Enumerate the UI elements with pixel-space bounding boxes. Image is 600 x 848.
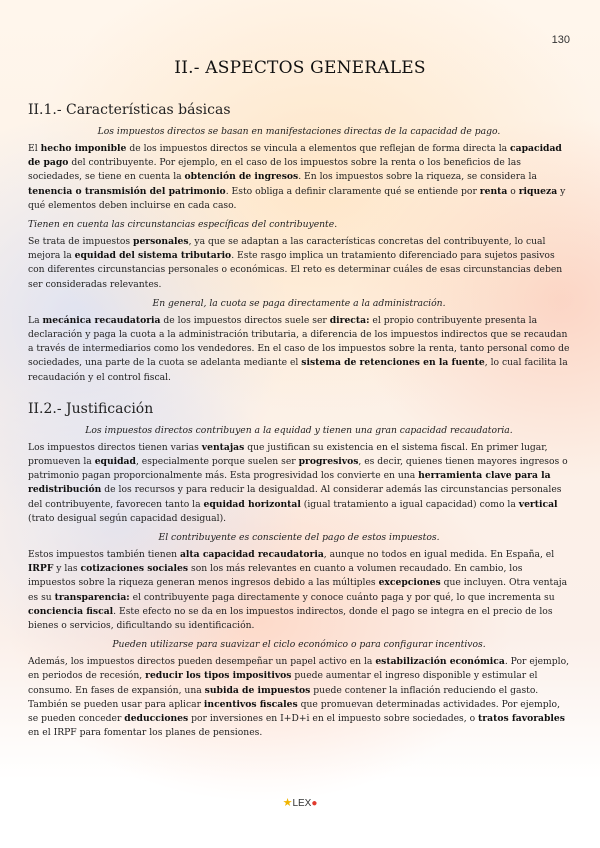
bold-term: directa:: [329, 314, 370, 326]
bold-term: subida de impuestos: [204, 684, 311, 696]
section1-lead-3: En general, la cuota se paga directamente a la administración.: [152, 297, 446, 309]
bold-term: equidad horizontal: [203, 498, 301, 510]
section1-paragraph-1: El hecho imponible de los impuestos directos se vincula a elementos que reflejan de forma directa la capacidad de pago del contribuyente. Por ejemplo, en el caso de los impuestos sobre la renta o los beneficios de las sociedades, se tiene en cuenta la obtención de ingresos. En los impuestos sobre la riqueza, se considera la tenencia o transmisión del patrimonio. Esto obliga a definir claramente qué se entiende por renta o riqueza y qué elementos deben incluirse en cada caso.: [28, 143, 566, 211]
bold-term: transparencia:: [54, 591, 130, 603]
bold-term: personales: [133, 236, 189, 248]
bold-term: renta: [479, 185, 508, 197]
bold-term: capacidad de pago: [28, 143, 562, 169]
bold-term: mecánica recaudatoria: [42, 314, 161, 326]
bold-term: vertical: [518, 498, 558, 510]
section2-paragraph-1: Los impuestos directos tienen varias ventajas que justifican su existencia en el sistema fiscal. En primer lugar, promueven la equidad, especialmente porque suelen ser progresivos, es decir, quienes tienen mayores ingresos o patrimonio pagan proporcionalmente más. Esta progresividad los convierte en una herramienta clave para la redistribución de los recursos y para reducir la desigualdad. Al considerar además las circunstancias personales del contribuyente, favorecen tanto la equidad horizontal (igual tratamiento a igual capacidad) como la vertical (trato desigual según capacidad desigual).: [28, 441, 568, 524]
bold-term: hecho imponible: [40, 143, 127, 154]
bold-term: riqueza: [518, 185, 558, 197]
page-number: 130: [551, 34, 570, 46]
bold-term: reducir los tipos impositivos: [145, 670, 292, 682]
bold-term: deducciones: [124, 713, 189, 725]
bold-term: estabilización económica: [375, 656, 505, 668]
bold-term: conciencia fiscal: [28, 605, 114, 617]
bold-term: excepciones: [378, 577, 441, 589]
section-heading-1: II.1.- Características básicas: [28, 102, 231, 118]
logo-text: LEX: [292, 798, 312, 809]
section-heading-2: II.2.- Justificación: [28, 400, 154, 417]
section2-paragraph-3: Además, los impuestos directos pueden desempeñar un papel activo en la estabilización económica. Por ejemplo, en periodos de recesión, reducir los tipos impositivos puede aumentar el ingreso disponible y estimular el consumo. En fases de expansión, una subida de impuestos puede contener la inflación reduciendo el gasto. También se pueden usar para aplicar incentivos fiscales que promuevan determinadas actividades. Por ejemplo, se pueden conceder deducciones por inversiones en I+D+i en el impuesto sobre sociedades, o tratos favorables en el IRPF para fomentar los planes de pensiones.: [28, 656, 570, 739]
bold-term: herramienta clave para la redistribución: [28, 470, 551, 496]
page-title: II.- ASPECTOS GENERALES: [174, 58, 426, 78]
section1-paragraph-2: Se trata de impuestos personales, ya que se adaptan a las características concretas del contribuyente, lo cual mejora la equidad del sistema tributario. Este rasgo implica un tratamiento diferenciado para sujetos pasivos con diferentes circunstancias personales o económicas. El reto es determinar cuáles de esas circunstancias deben ser consideradas relevantes.: [28, 236, 563, 290]
section2-lead-2: El contribuyente es consciente del pago de estos impuestos.: [158, 532, 440, 544]
section1-lead-1: Los impuestos directos se basan en manifestaciones directas de la capacidad de pago.: [97, 126, 501, 137]
bold-term: cotizaciones sociales: [80, 563, 189, 575]
section2-lead-3: Pueden utilizarse para suavizar el ciclo económico o para configurar incentivos.: [112, 639, 486, 651]
footer-logo: [0, 796, 600, 809]
section2-paragraph-2: Estos impuestos también tienen alta capacidad recaudatoria, aunque no todos en igual medida. En España, el IRPF y las cotizaciones sociales son los más relevantes en cuanto a volumen recaudado. En cambio, los impuestos sobre la riqueza generan menos ingresos debido a las múltiples excepciones que incluyen. Otra ventaja es su transparencia: el contribuyente paga directamente y conoce cuánto paga y por qué, lo que incrementa su conciencia fiscal. Este efecto no se da en los impuestos indirectos, donde el pago se integra en el precio de los bienes o servicios, dificultando su identificación.: [28, 549, 568, 632]
bold-term: alta capacidad recaudatoria: [179, 549, 324, 561]
star-icon: ★: [282, 797, 293, 809]
bold-term: ventajas: [201, 441, 245, 453]
bold-term: incentivos fiscales: [203, 698, 298, 710]
bold-term: sistema de retenciones en la fuente: [301, 357, 485, 369]
bold-term: equidad del sistema tributario: [74, 250, 232, 262]
section1-lead-2: Tienen en cuenta las circunstancias específicas del contribuyente.: [28, 219, 338, 231]
section1-paragraph-3: La mecánica recaudatoria de los impuestos directos suele ser directa: el propio contribuyente presenta la declaración y paga la cuota a la administración tributaria, a diferencia de los impuestos indirectos que se recaudan a través de intermediarios como los vendedores. En el caso de los impuestos sobre la renta, tanto personal como de sociedades, una parte de la cuota se adelanta mediante el sistema de retenciones en la fuente, lo cual facilita la recaudación y el control fiscal.: [28, 314, 570, 383]
bold-term: equidad: [94, 456, 136, 468]
bold-term: tenencia o transmisión del patrimonio: [28, 185, 226, 197]
bold-term: progresivos: [298, 456, 359, 468]
drop-icon: ●: [311, 798, 318, 809]
document-body: [28, 102, 570, 746]
bold-term: tratos favorables: [478, 713, 565, 725]
section2-lead-1: Los impuestos directos contribuyen a la equidad y tienen una gran capacidad recaudatoria.: [85, 424, 513, 436]
bold-term: obtención de ingresos: [184, 171, 299, 183]
bold-term: IRPF: [28, 563, 54, 575]
